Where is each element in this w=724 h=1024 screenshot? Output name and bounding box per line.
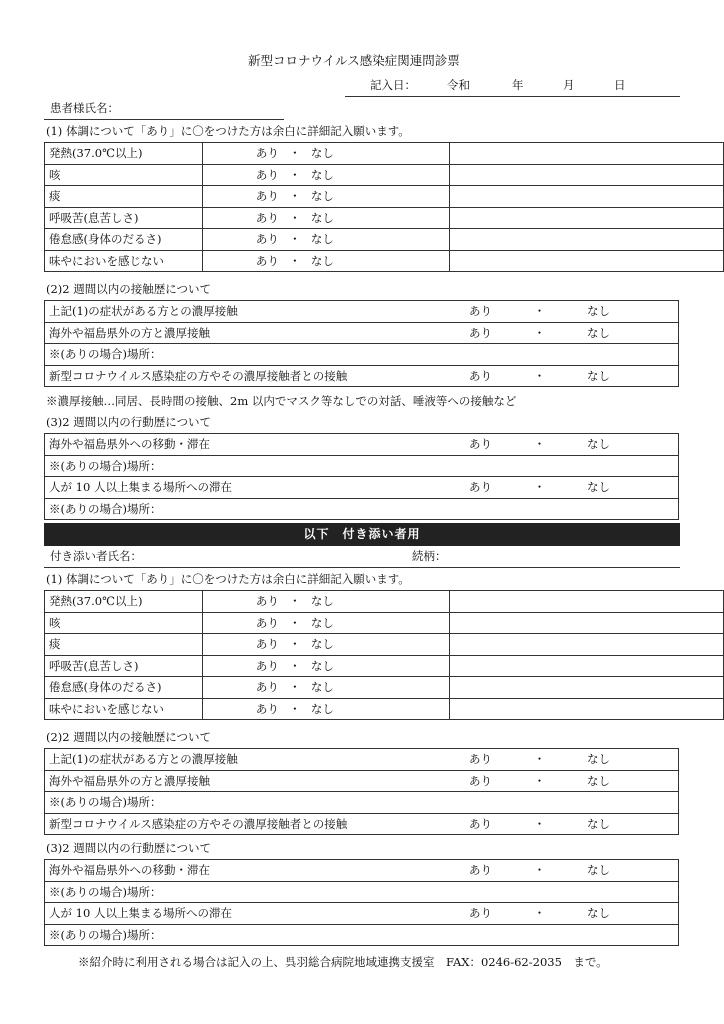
yes-option: あり: [469, 863, 492, 877]
separator: ・: [289, 210, 301, 225]
table-row: [45, 860, 679, 882]
no-option: なし: [587, 906, 610, 920]
table-row: [45, 677, 724, 699]
symptom-label: 倦怠感(身体のだるさ): [45, 677, 203, 699]
separator: ・: [533, 304, 546, 318]
no-option: なし: [310, 146, 334, 161]
movement-heading: (3)2 週間以内の行動歴について: [46, 415, 212, 429]
table-row: [45, 186, 724, 208]
symptom-choice[interactable]: [202, 677, 449, 699]
contact-row[interactable]: [45, 322, 679, 344]
companion-symptoms-table: [44, 590, 724, 720]
contact-row[interactable]: [45, 813, 679, 835]
separator: ・: [533, 480, 546, 494]
contact-table: [44, 300, 679, 387]
table-row: [45, 591, 724, 613]
place-field[interactable]: [45, 792, 679, 814]
place-field[interactable]: [45, 455, 679, 477]
symptom-choice[interactable]: [202, 655, 449, 677]
symptom-choice[interactable]: [202, 634, 449, 656]
row-label: 人が 10 人以上集まる場所への滞在: [49, 480, 232, 494]
yes-option: あり: [255, 637, 279, 652]
yes-option: あり: [469, 816, 492, 831]
relation-label: 続柄：: [412, 549, 447, 563]
yes-option: あり: [255, 146, 279, 161]
row-label: ※(ありの場合)場所：: [49, 501, 162, 516]
separator: ・: [533, 325, 546, 340]
yes-option: あり: [255, 615, 279, 630]
companion-symptoms-heading: (1) 体調について「あり」に〇をつけた方は余白に詳細記入願います。: [46, 572, 410, 586]
detail-field[interactable]: [449, 591, 723, 613]
patient-name-label: 患者様氏名：: [50, 101, 119, 115]
symptom-label: 倦怠感(身体のだるさ): [45, 229, 203, 251]
symptom-label: 痰: [45, 634, 203, 656]
no-option: なし: [310, 232, 334, 247]
footer-note: ※紹介時に利用される場合は記入の上、呉羽総合病院地域連携支援室 FAX：0246-62-2035 まで。: [78, 955, 608, 969]
separator: ・: [289, 189, 301, 204]
detail-field[interactable]: [449, 207, 723, 229]
symptom-label: 痰: [45, 186, 203, 208]
detail-field[interactable]: [449, 143, 723, 165]
symptoms-table: [44, 142, 724, 272]
table-row: [45, 477, 679, 499]
row-label: 人が 10 人以上集まる場所への滞在: [49, 906, 232, 920]
table-row: [45, 434, 679, 456]
no-option: なし: [587, 480, 610, 494]
symptom-choice[interactable]: [202, 143, 449, 165]
no-option: なし: [587, 437, 610, 451]
symptom-choice[interactable]: [202, 207, 449, 229]
table-row: [45, 322, 679, 344]
separator: ・: [533, 816, 546, 831]
place-field[interactable]: [45, 498, 679, 520]
separator: ・: [533, 773, 546, 788]
table-row: [45, 634, 724, 656]
contact-row[interactable]: [45, 770, 679, 792]
detail-field[interactable]: [449, 186, 723, 208]
no-option: なし: [587, 863, 610, 877]
no-option: なし: [310, 615, 334, 630]
yes-option: あり: [469, 773, 492, 788]
date-label: 記入日：: [370, 78, 416, 92]
companion-contact-table: [44, 748, 679, 835]
no-option: なし: [310, 594, 334, 609]
no-option: なし: [587, 752, 610, 766]
symptom-label: 呼吸苦(息苦しさ): [45, 655, 203, 677]
contact-row[interactable]: [45, 301, 679, 323]
movement-row[interactable]: [45, 477, 679, 499]
companion-contact-heading: (2)2 週間以内の接触歴について: [46, 730, 212, 744]
date-year: 年: [512, 78, 524, 92]
row-label: ※(ありの場合)場所：: [49, 458, 162, 473]
symptom-choice[interactable]: [202, 612, 449, 634]
symptom-choice[interactable]: [202, 186, 449, 208]
yes-option: あり: [255, 658, 279, 673]
movement-table: [44, 433, 679, 520]
row-label: ※(ありの場合)場所：: [49, 927, 162, 942]
symptom-label: 発熱(37.0℃以上): [45, 591, 203, 613]
table-row: [45, 792, 679, 814]
no-option: なし: [310, 637, 334, 652]
date-underline: [345, 96, 680, 97]
no-option: なし: [587, 368, 610, 383]
no-option: なし: [587, 773, 610, 788]
table-row: [45, 813, 679, 835]
no-option: なし: [310, 253, 334, 268]
symptom-choice[interactable]: [202, 591, 449, 613]
row-label: 海外や福島県外の方と濃厚接触: [49, 773, 210, 788]
no-option: なし: [587, 304, 610, 318]
no-option: なし: [310, 167, 334, 182]
yes-option: あり: [469, 304, 492, 318]
yes-option: あり: [255, 680, 279, 695]
contact-row[interactable]: [45, 365, 679, 387]
detail-field[interactable]: [449, 634, 723, 656]
companion-movement-heading: (3)2 週間以内の行動歴について: [46, 841, 212, 855]
separator: ・: [533, 752, 546, 766]
companion-name-field[interactable]: [44, 567, 680, 568]
row-label: ※(ありの場合)場所：: [49, 347, 162, 361]
table-row: [45, 612, 724, 634]
table-row: [45, 250, 724, 272]
separator: ・: [533, 906, 546, 920]
no-option: なし: [310, 189, 334, 204]
separator: ・: [533, 368, 546, 383]
table-row: [45, 498, 679, 520]
table-row: [45, 655, 724, 677]
no-option: なし: [310, 701, 334, 716]
detail-field[interactable]: [449, 698, 723, 720]
contact-note: ※濃厚接触…同居、長時間の接触、2m 以内でマスク等なしでの対話、唾液等への接触など: [46, 394, 517, 408]
yes-option: あり: [255, 167, 279, 182]
separator: ・: [289, 680, 301, 695]
yes-option: あり: [255, 253, 279, 268]
separator: ・: [289, 253, 301, 268]
symptom-choice[interactable]: [202, 250, 449, 272]
separator: ・: [289, 167, 301, 182]
date-day: 日: [614, 78, 626, 92]
no-option: なし: [310, 210, 334, 225]
date-era: 令和: [447, 78, 470, 92]
yes-option: あり: [469, 437, 492, 451]
yes-option: あり: [255, 232, 279, 247]
symptom-label: 味やにおいを感じない: [45, 250, 203, 272]
separator: ・: [289, 615, 301, 630]
table-row: [45, 770, 679, 792]
table-row: [45, 749, 679, 771]
yes-option: あり: [255, 701, 279, 716]
separator: ・: [289, 146, 301, 161]
yes-option: あり: [469, 752, 492, 766]
no-option: なし: [587, 816, 610, 831]
no-option: なし: [310, 680, 334, 695]
yes-option: あり: [255, 210, 279, 225]
movement-row[interactable]: [45, 434, 679, 456]
separator: ・: [533, 437, 546, 451]
companion-movement-table: [44, 859, 679, 946]
date-month: 月: [563, 78, 575, 92]
symptom-label: 味やにおいを感じない: [45, 698, 203, 720]
row-label: 海外や福島県外の方と濃厚接触: [49, 325, 210, 340]
table-row: [45, 143, 724, 165]
table-row: [45, 365, 679, 387]
table-row: [45, 924, 679, 946]
row-label: 上記(1)の症状がある方との濃厚接触: [49, 304, 238, 318]
symptom-choice[interactable]: [202, 164, 449, 186]
detail-field[interactable]: [449, 229, 723, 251]
table-row: [45, 164, 724, 186]
row-label: ※(ありの場合)場所：: [49, 884, 162, 899]
place-field[interactable]: [45, 924, 679, 946]
place-field[interactable]: [45, 344, 679, 366]
separator: ・: [289, 701, 301, 716]
contact-row[interactable]: [45, 749, 679, 771]
table-row: [45, 455, 679, 477]
separator: ・: [289, 658, 301, 673]
contact-heading: (2)2 週間以内の接触歴について: [46, 282, 212, 296]
separator: ・: [289, 594, 301, 609]
yes-option: あり: [469, 906, 492, 920]
table-row: [45, 301, 679, 323]
detail-field[interactable]: [449, 655, 723, 677]
patient-name-field[interactable]: [44, 119, 284, 120]
yes-option: あり: [255, 189, 279, 204]
table-row: [45, 903, 679, 925]
no-option: なし: [587, 325, 610, 340]
table-row: [45, 207, 724, 229]
yes-option: あり: [469, 480, 492, 494]
symptom-choice[interactable]: [202, 229, 449, 251]
detail-field[interactable]: [449, 677, 723, 699]
symptom-label: 呼吸苦(息苦しさ): [45, 207, 203, 229]
movement-row[interactable]: [45, 860, 679, 882]
row-label: 新型コロナウイルス感染症の方やその濃厚接触者との接触: [49, 816, 348, 831]
table-row: [45, 344, 679, 366]
yes-option: あり: [469, 325, 492, 340]
place-field[interactable]: [45, 881, 679, 903]
yes-option: あり: [469, 368, 492, 383]
detail-field[interactable]: [449, 612, 723, 634]
page-title: 新型コロナウイルス感染症関連問診票: [248, 53, 460, 68]
table-row: [45, 698, 724, 720]
symptom-label: 発熱(37.0℃以上): [45, 143, 203, 165]
symptom-choice[interactable]: [202, 698, 449, 720]
table-row: [45, 229, 724, 251]
separator: ・: [289, 637, 301, 652]
row-label: ※(ありの場合)場所：: [49, 795, 162, 809]
table-row: [45, 881, 679, 903]
no-option: なし: [310, 658, 334, 673]
symptoms-heading: (1) 体調について「あり」に〇をつけた方は余白に詳細記入願います。: [46, 124, 410, 138]
companion-name-label: 付き添い者氏名：: [50, 549, 142, 563]
row-label: 新型コロナウイルス感染症の方やその濃厚接触者との接触: [49, 368, 348, 383]
row-label: 海外や福島県外への移動・滞在: [49, 863, 210, 877]
yes-option: あり: [255, 594, 279, 609]
symptom-label: 咳: [45, 612, 203, 634]
symptom-label: 咳: [45, 164, 203, 186]
detail-field[interactable]: [449, 164, 723, 186]
separator: ・: [289, 232, 301, 247]
detail-field[interactable]: [449, 250, 723, 272]
row-label: 海外や福島県外への移動・滞在: [49, 437, 210, 451]
companion-section-bar: 以下 付き添い者用: [44, 523, 680, 546]
movement-row[interactable]: [45, 903, 679, 925]
separator: ・: [533, 863, 546, 877]
row-label: 上記(1)の症状がある方との濃厚接触: [49, 752, 238, 766]
